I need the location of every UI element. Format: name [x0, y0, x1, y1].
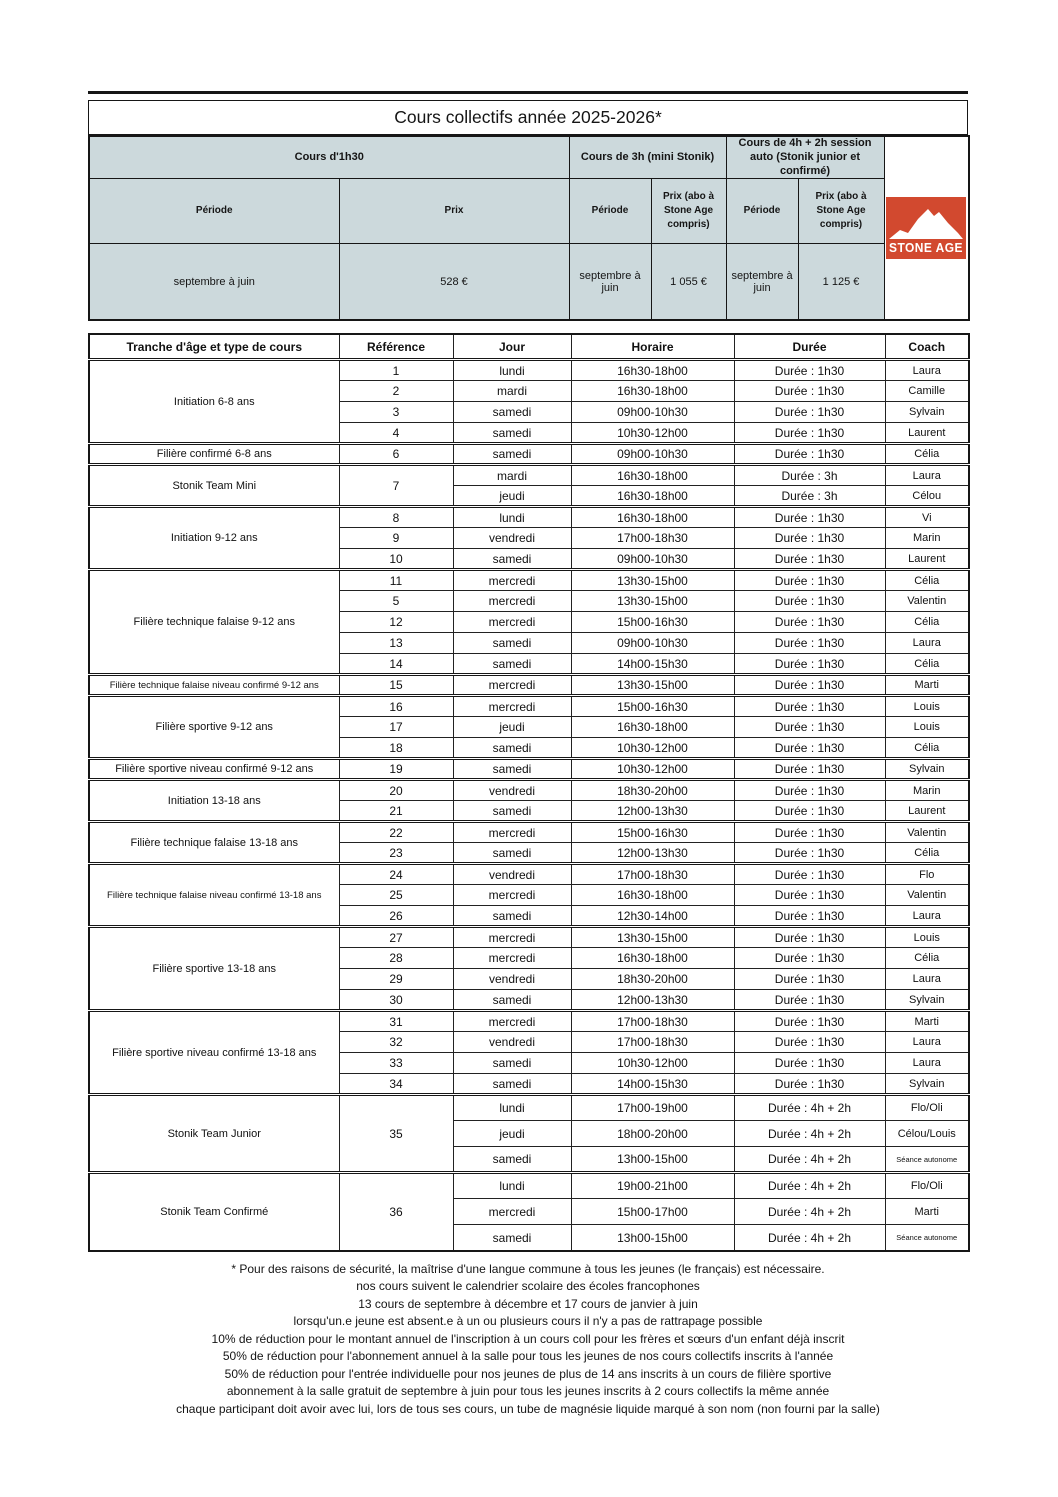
course-day: mardi — [453, 381, 571, 402]
course-ref: 7 — [339, 465, 453, 507]
top-border-strip — [88, 91, 968, 94]
course-time: 16h30-18h00 — [571, 948, 734, 969]
course-day: mercredi — [453, 1011, 571, 1032]
course-time: 15h00-16h30 — [571, 696, 734, 717]
course-time: 13h00-15h00 — [571, 1225, 734, 1251]
period-header-3h: Période — [569, 179, 651, 244]
course-time: 12h30-14h00 — [571, 906, 734, 927]
course-day: samedi — [453, 633, 571, 654]
schedule-row — [89, 1095, 969, 1121]
course-ref: 9 — [339, 528, 453, 549]
course-day: mercredi — [453, 570, 571, 591]
course-duration: Durée : 1h30 — [734, 402, 885, 423]
course-coach: Sylvain — [885, 759, 969, 780]
course-duration: Durée : 1h30 — [734, 381, 885, 402]
course-time: 14h00-15h30 — [571, 654, 734, 675]
course-time: 19h00-21h00 — [571, 1173, 734, 1199]
course-ref: 5 — [339, 591, 453, 612]
course-duration: Durée : 1h30 — [734, 633, 885, 654]
course-duration: Durée : 1h30 — [734, 864, 885, 885]
course-ref: 34 — [339, 1074, 453, 1095]
course-group-label: Initiation 13-18 ans — [89, 780, 339, 822]
schedule-body — [89, 360, 969, 1251]
course-time: 10h30-12h00 — [571, 759, 734, 780]
schedule-header-row — [89, 334, 969, 360]
course-duration: Durée : 1h30 — [734, 738, 885, 759]
course-ref: 22 — [339, 822, 453, 843]
course-duration: Durée : 4h + 2h — [734, 1147, 885, 1173]
schedule-row — [89, 1011, 969, 1032]
footnote-line: 13 cours de septembre à décembre et 17 cours de janvier à juin — [358, 1296, 698, 1311]
course-time: 13h30-15h00 — [571, 927, 734, 948]
course-duration: Durée : 1h30 — [734, 1074, 885, 1095]
course-group-label: Stonik Team Confirmé — [89, 1173, 339, 1251]
course-day: vendredi — [453, 864, 571, 885]
schedule-header-col-4: Durée — [734, 334, 885, 360]
course-coach: Célou — [885, 486, 969, 507]
course-ref: 17 — [339, 717, 453, 738]
course-coach: Marti — [885, 675, 969, 696]
course-coach: Célia — [885, 444, 969, 465]
course-day: mercredi — [453, 612, 571, 633]
course-ref: 19 — [339, 759, 453, 780]
course-day: mercredi — [453, 822, 571, 843]
schedule-table — [88, 333, 970, 1252]
course-day: mercredi — [453, 675, 571, 696]
course-group-label: Filière sportive niveau confirmé 13-18 ans — [89, 1011, 339, 1095]
course-ref: 8 — [339, 507, 453, 528]
pricing-values-row — [89, 244, 969, 320]
course-ref: 25 — [339, 885, 453, 906]
stone-age-logo-graphic — [886, 197, 966, 259]
footnote-line: 10% de réduction pour le montant annuel de l'inscription à un cours coll pour les frères et sœurs d'un enfant déjà inscrit — [211, 1331, 845, 1346]
footnote-line: lorsqu'un.e jeune est absent.e à un ou plusieurs cours il n'y a pas de rattrapage possible — [293, 1314, 763, 1329]
schedule-row — [89, 759, 969, 780]
course-ref: 33 — [339, 1053, 453, 1074]
period-header-4h2h: Période — [726, 179, 798, 244]
price-value-4h2h: 1 125 € — [798, 244, 884, 320]
schedule-row — [89, 864, 969, 885]
course-day: samedi — [453, 801, 571, 822]
course-ref: 11 — [339, 570, 453, 591]
schedule-row — [89, 444, 969, 465]
course-duration: Durée : 4h + 2h — [734, 1225, 885, 1251]
course-duration: Durée : 1h30 — [734, 591, 885, 612]
course-ref: 32 — [339, 1032, 453, 1053]
schedule-header-col-5: Coach — [885, 334, 969, 360]
course-coach: Valentin — [885, 591, 969, 612]
pricing-group-row — [89, 136, 969, 179]
pricing-table — [88, 135, 970, 321]
course-time: 12h00-13h30 — [571, 801, 734, 822]
schedule-header-col-1: Référence — [339, 334, 453, 360]
schedule-row — [89, 465, 969, 486]
course-time: 10h30-12h00 — [571, 423, 734, 444]
course-coach: Flo/Oli — [885, 1173, 969, 1199]
course-day: samedi — [453, 738, 571, 759]
course-day: samedi — [453, 1074, 571, 1095]
course-coach: Sylvain — [885, 402, 969, 423]
course-group-label: Filière sportive 13-18 ans — [89, 927, 339, 1011]
course-time: 13h30-15h00 — [571, 570, 734, 591]
schedule-row — [89, 360, 969, 381]
course-time: 09h00-10h30 — [571, 444, 734, 465]
course-duration: Durée : 1h30 — [734, 570, 885, 591]
course-coach: Laura — [885, 1053, 969, 1074]
course-time: 13h00-15h00 — [571, 1147, 734, 1173]
course-time: 10h30-12h00 — [571, 1053, 734, 1074]
price-value-3h: 1 055 € — [651, 244, 726, 320]
course-ref: 18 — [339, 738, 453, 759]
course-ref: 10 — [339, 549, 453, 570]
period-header-1h30: Période — [89, 179, 339, 244]
course-ref: 20 — [339, 780, 453, 801]
course-day: vendredi — [453, 1032, 571, 1053]
course-ref: 24 — [339, 864, 453, 885]
course-time: 10h30-12h00 — [571, 738, 734, 759]
course-day: mercredi — [453, 1199, 571, 1225]
course-duration: Durée : 1h30 — [734, 717, 885, 738]
course-day: samedi — [453, 549, 571, 570]
footnote-line: 50% de réduction pour l'entrée individuelle pour nos jeunes de plus de 14 ans inscrits à un cours de filière sportive — [224, 1366, 832, 1381]
course-day: mercredi — [453, 927, 571, 948]
course-time: 17h00-18h30 — [571, 528, 734, 549]
course-day: samedi — [453, 1225, 571, 1251]
schedule-header-col-3: Horaire — [571, 334, 734, 360]
period-value-3h: septembre à juin — [569, 244, 651, 320]
course-group-label: Filière confirmé 6-8 ans — [89, 444, 339, 465]
footnote-line: * Pour des raisons de sécurité, la maîtrise d'une langue commune à tous les jeunes (le français) est nécessaire. — [231, 1261, 825, 1276]
course-duration: Durée : 1h30 — [734, 423, 885, 444]
course-group-label: Initiation 6-8 ans — [89, 360, 339, 444]
course-day: vendredi — [453, 528, 571, 549]
course-coach: Laura — [885, 465, 969, 486]
course-coach: Célia — [885, 654, 969, 675]
course-day: vendredi — [453, 969, 571, 990]
page-title: Cours collectifs année 2025-2026* — [88, 100, 968, 135]
course-group-label: Filière technique falaise niveau confirmé 9-12 ans — [89, 675, 339, 696]
course-ref: 6 — [339, 444, 453, 465]
course-coach: Célia — [885, 843, 969, 864]
course-ref: 27 — [339, 927, 453, 948]
course-duration: Durée : 1h30 — [734, 885, 885, 906]
course-day: mercredi — [453, 885, 571, 906]
course-coach: Séance autonome — [885, 1147, 969, 1173]
course-group-label: Stonik Team Junior — [89, 1095, 339, 1173]
course-coach: Sylvain — [885, 1074, 969, 1095]
course-coach: Laura — [885, 906, 969, 927]
course-coach: Laurent — [885, 801, 969, 822]
course-day: samedi — [453, 423, 571, 444]
course-duration: Durée : 1h30 — [734, 675, 885, 696]
course-time: 16h30-18h00 — [571, 717, 734, 738]
course-day: samedi — [453, 990, 571, 1011]
course-ref: 16 — [339, 696, 453, 717]
course-time: 14h00-15h30 — [571, 1074, 734, 1095]
course-coach: Louis — [885, 717, 969, 738]
schedule-header-col-0: Tranche d'âge et type de cours — [89, 334, 339, 360]
course-group-label: Filière sportive 9-12 ans — [89, 696, 339, 759]
course-coach: Laura — [885, 969, 969, 990]
course-coach: Marin — [885, 528, 969, 549]
course-time: 18h30-20h00 — [571, 969, 734, 990]
price-header-4h2h: Prix (abo à Stone Age compris) — [798, 179, 884, 244]
course-duration: Durée : 1h30 — [734, 528, 885, 549]
footnote-line: 50% de réduction pour l'abonnement annuel à la salle pour tous les jeunes de nos cours collectifs inscrits à l'année — [222, 1349, 834, 1364]
course-duration: Durée : 1h30 — [734, 654, 885, 675]
course-duration: Durée : 3h — [734, 465, 885, 486]
course-day: samedi — [453, 1053, 571, 1074]
course-coach: Laurent — [885, 423, 969, 444]
course-coach: Flo — [885, 864, 969, 885]
course-coach: Laurent — [885, 549, 969, 570]
course-coach: Sylvain — [885, 990, 969, 1011]
course-duration: Durée : 1h30 — [734, 990, 885, 1011]
course-coach: Marin — [885, 780, 969, 801]
schedule-row — [89, 927, 969, 948]
course-ref: 3 — [339, 402, 453, 423]
footnote-line: abonnement à la salle gratuit de septembre à juin pour tous les jeunes inscrits à 2 cours collectifs la même année — [226, 1384, 830, 1399]
course-group-label: Filière technique falaise 13-18 ans — [89, 822, 339, 864]
course-day: jeudi — [453, 717, 571, 738]
course-day: lundi — [453, 1095, 571, 1121]
course-time: 18h00-20h00 — [571, 1121, 734, 1147]
course-ref: 28 — [339, 948, 453, 969]
course-day: samedi — [453, 1147, 571, 1173]
course-ref: 36 — [339, 1173, 453, 1251]
course-duration: Durée : 1h30 — [734, 1032, 885, 1053]
course-duration: Durée : 1h30 — [734, 801, 885, 822]
course-ref: 12 — [339, 612, 453, 633]
course-ref: 14 — [339, 654, 453, 675]
course-time: 17h00-19h00 — [571, 1095, 734, 1121]
course-duration: Durée : 4h + 2h — [734, 1095, 885, 1121]
course-day: jeudi — [453, 1121, 571, 1147]
course-ref: 21 — [339, 801, 453, 822]
course-time: 13h30-15h00 — [571, 675, 734, 696]
course-ref: 2 — [339, 381, 453, 402]
course-group-label: Stonik Team Mini — [89, 465, 339, 507]
course-group-label: Initiation 9-12 ans — [89, 507, 339, 570]
course-ref: 1 — [339, 360, 453, 381]
course-ref: 4 — [339, 423, 453, 444]
course-time: 18h30-20h00 — [571, 780, 734, 801]
course-time: 13h30-15h00 — [571, 591, 734, 612]
course-time: 09h00-10h30 — [571, 633, 734, 654]
stone-age-logo — [885, 197, 969, 259]
schedule-header — [89, 334, 969, 360]
course-coach: Célia — [885, 948, 969, 969]
footnotes — [88, 1261, 968, 1419]
course-ref: 31 — [339, 1011, 453, 1032]
stone-age-logo-text: STONE AGE — [889, 239, 964, 255]
course-day: samedi — [453, 402, 571, 423]
course-coach: Flo/Oli — [885, 1095, 969, 1121]
course-coach: Laura — [885, 360, 969, 381]
course-duration: Durée : 1h30 — [734, 549, 885, 570]
course-day: mercredi — [453, 948, 571, 969]
period-value-1h30: septembre à juin — [89, 244, 339, 320]
course-time: 15h00-17h00 — [571, 1199, 734, 1225]
course-coach: Célou/Louis — [885, 1121, 969, 1147]
course-time: 12h00-13h30 — [571, 990, 734, 1011]
course-coach: Laura — [885, 1032, 969, 1053]
course-coach: Camille — [885, 381, 969, 402]
course-duration: Durée : 4h + 2h — [734, 1199, 885, 1225]
footnote-line: nos cours suivent le calendrier scolaire des écoles francophones — [356, 1279, 700, 1294]
schedule-row — [89, 696, 969, 717]
schedule-row — [89, 675, 969, 696]
course-time: 16h30-18h00 — [571, 465, 734, 486]
footnote-line: chaque participant doit avoir avec lui, lors de tous ses cours, un tube de magnésie liquide marqué à son nom (non fourni par la salle) — [176, 1401, 880, 1416]
course-duration: Durée : 1h30 — [734, 843, 885, 864]
schedule-row — [89, 822, 969, 843]
course-coach: Marti — [885, 1011, 969, 1032]
pricing-group-1h30: Cours d'1h30 — [89, 136, 569, 179]
course-duration: Durée : 1h30 — [734, 360, 885, 381]
course-day: lundi — [453, 360, 571, 381]
course-duration: Durée : 1h30 — [734, 969, 885, 990]
course-day: mercredi — [453, 591, 571, 612]
course-time: 16h30-18h00 — [571, 507, 734, 528]
price-value-1h30: 528 € — [339, 244, 569, 320]
course-coach: Célia — [885, 570, 969, 591]
course-coach: Vi — [885, 507, 969, 528]
course-group-label: Filière technique falaise 9-12 ans — [89, 570, 339, 675]
course-time: 09h00-10h30 — [571, 549, 734, 570]
course-time: 17h00-18h30 — [571, 864, 734, 885]
course-day: samedi — [453, 759, 571, 780]
course-duration: Durée : 1h30 — [734, 696, 885, 717]
course-ref: 13 — [339, 633, 453, 654]
course-time: 17h00-18h30 — [571, 1011, 734, 1032]
course-day: mercredi — [453, 696, 571, 717]
course-coach: Valentin — [885, 822, 969, 843]
course-day: samedi — [453, 843, 571, 864]
course-day: lundi — [453, 507, 571, 528]
course-time: 15h00-16h30 — [571, 612, 734, 633]
course-coach: Célia — [885, 612, 969, 633]
course-time: 16h30-18h00 — [571, 885, 734, 906]
course-coach: Marti — [885, 1199, 969, 1225]
pricing-subheader-row — [89, 179, 969, 244]
course-day: samedi — [453, 906, 571, 927]
course-duration: Durée : 1h30 — [734, 1053, 885, 1074]
course-day: lundi — [453, 1173, 571, 1199]
course-ref: 29 — [339, 969, 453, 990]
course-duration: Durée : 1h30 — [734, 822, 885, 843]
course-duration: Durée : 1h30 — [734, 948, 885, 969]
course-coach: Laura — [885, 633, 969, 654]
course-coach: Louis — [885, 927, 969, 948]
course-time: 17h00-18h30 — [571, 1032, 734, 1053]
course-duration: Durée : 1h30 — [734, 612, 885, 633]
period-value-4h2h: septembre à juin — [726, 244, 798, 320]
course-ref: 35 — [339, 1095, 453, 1173]
course-day: vendredi — [453, 780, 571, 801]
course-duration: Durée : 4h + 2h — [734, 1121, 885, 1147]
course-duration: Durée : 1h30 — [734, 759, 885, 780]
course-time: 15h00-16h30 — [571, 822, 734, 843]
schedule-header-col-2: Jour — [453, 334, 571, 360]
schedule-row — [89, 1173, 969, 1199]
course-time: 16h30-18h00 — [571, 486, 734, 507]
course-coach: Valentin — [885, 885, 969, 906]
logo-cell — [884, 136, 969, 320]
course-day: jeudi — [453, 486, 571, 507]
schedule-row — [89, 780, 969, 801]
course-time: 16h30-18h00 — [571, 381, 734, 402]
course-ref: 26 — [339, 906, 453, 927]
course-time: 09h00-10h30 — [571, 402, 734, 423]
course-duration: Durée : 1h30 — [734, 927, 885, 948]
course-duration: Durée : 4h + 2h — [734, 1173, 885, 1199]
schedule-row — [89, 570, 969, 591]
price-header-3h: Prix (abo à Stone Age compris) — [651, 179, 726, 244]
course-duration: Durée : 1h30 — [734, 906, 885, 927]
course-time: 12h00-13h30 — [571, 843, 734, 864]
pricing-group-3h: Cours de 3h (mini Stonik) — [569, 136, 726, 179]
course-group-label: Filière sportive niveau confirmé 9-12 ans — [89, 759, 339, 780]
course-ref: 23 — [339, 843, 453, 864]
course-coach: Séance autonome — [885, 1225, 969, 1251]
course-duration: Durée : 1h30 — [734, 507, 885, 528]
course-group-label: Filière technique falaise niveau confirmé 13-18 ans — [89, 864, 339, 927]
document-page — [88, 0, 968, 1418]
schedule-row — [89, 507, 969, 528]
course-ref: 15 — [339, 675, 453, 696]
pricing-group-4h2h: Cours de 4h + 2h session auto (Stonik junior et confirmé) — [726, 136, 884, 179]
course-duration: Durée : 1h30 — [734, 780, 885, 801]
course-coach: Célia — [885, 738, 969, 759]
course-ref: 30 — [339, 990, 453, 1011]
course-time: 16h30-18h00 — [571, 360, 734, 381]
course-day: samedi — [453, 654, 571, 675]
course-day: samedi — [453, 444, 571, 465]
course-duration: Durée : 1h30 — [734, 444, 885, 465]
course-coach: Louis — [885, 696, 969, 717]
course-duration: Durée : 1h30 — [734, 1011, 885, 1032]
price-header-1h30: Prix — [339, 179, 569, 244]
course-duration: Durée : 3h — [734, 486, 885, 507]
course-day: mardi — [453, 465, 571, 486]
